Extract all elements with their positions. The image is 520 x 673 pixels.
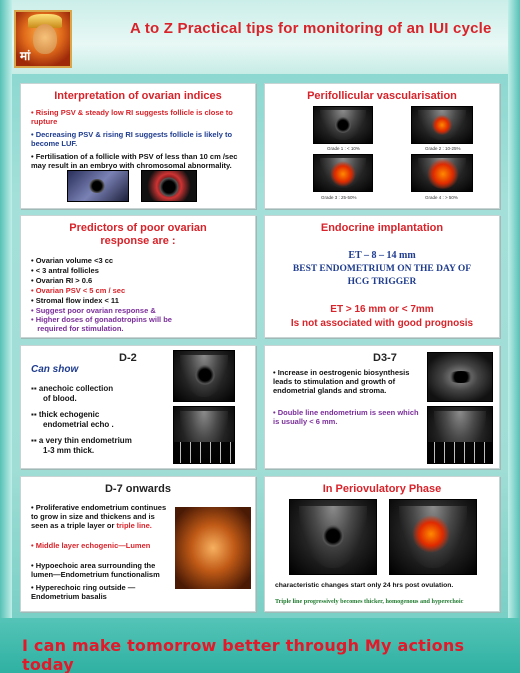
endocrine-card [264, 215, 500, 338]
endocrine-best-line-1: BEST ENDOMETRIUM ON THE DAY OF [292, 264, 472, 274]
poor-response-item-4: • Ovarian PSV < 5 cm / sec [31, 286, 126, 295]
periovulatory-card [264, 476, 500, 612]
header-band [0, 0, 520, 74]
grade-2-label: Grade 2 : 10-25% [425, 146, 461, 151]
poor-response-item-8: required for stimulation. [31, 324, 124, 333]
d7-point-1-text: • Proliferative endometrium continues to grow in size and thickens and is seen as a triple layer or [31, 503, 167, 530]
perifollicular-card [264, 83, 500, 209]
d37-title: D3-7 [373, 352, 397, 364]
poor-response-card [20, 215, 256, 338]
d37-card [264, 345, 500, 469]
poor-response-item-6: • Suggest poor ovarian response & [31, 306, 156, 315]
d37-ultrasound-image-2 [427, 406, 493, 464]
d37-point-1: • Increase in oestrogenic biosynthesis leads to stimulation and growth of endometrial glands and stroma. [273, 368, 410, 395]
d2-subtitle: Can show [31, 364, 79, 375]
d2-card [20, 345, 256, 469]
d2-ultrasound-image-2 [173, 406, 235, 464]
grade-1-ultrasound [313, 106, 373, 144]
ovarian-ultrasound-image-2 [141, 170, 197, 202]
d7-point-2: • Middle layer echogenic—Lumen [31, 541, 151, 550]
d2-item-2-line-2: endometrial echo . [43, 420, 114, 429]
endometrium-shape [446, 371, 476, 383]
endocrine-et-range: ET – 8 – 14 mm [348, 250, 416, 261]
endocrine-best-line-2: HCG TRIGGER [347, 277, 417, 287]
poor-response-item-5: • Stromal flow index < 11 [31, 296, 119, 305]
endocrine-title: Endocrine implantation [320, 222, 444, 234]
doppler-waveform [428, 442, 492, 463]
grade-4-label: Grade 4 : > 50% [425, 195, 458, 200]
d37-ultrasound-image-1 [427, 352, 493, 402]
follicle-shape [322, 524, 344, 548]
endocrine-et-bad-range: ET > 16 mm or < 7mm [330, 304, 434, 315]
doppler-waveform [174, 442, 234, 463]
doppler-signal [424, 159, 462, 189]
d2-title: D-2 [119, 352, 137, 364]
d2-item-2-line-1: ▪▪ thick echogenic [31, 410, 100, 419]
endocrine-prognosis: Is not associated with good prognosis [290, 318, 474, 329]
page-title: A to Z Practical tips for monitoring of an IUI cycle [130, 20, 492, 37]
grade-1-label: Grade 1 : < 10% [327, 146, 360, 151]
periovulatory-ultrasound-image-1 [289, 499, 377, 575]
grade-3-ultrasound [313, 154, 373, 192]
poor-response-item-3: • Ovarian RI > 0.6 [31, 276, 93, 285]
ovarian-indices-title: Interpretation of ovarian indices [54, 90, 222, 102]
grade-2-ultrasound [411, 106, 473, 144]
footer-motto: I can make tomorrow better through My actions today [22, 636, 465, 673]
d2-item-3-line-2: 1-3 mm thick. [43, 446, 95, 455]
d2-item-3-line-1: ▪▪ a very thin endometrium [31, 436, 132, 445]
ovarian-indices-point-2: • Decreasing PSV & rising RI suggests follicle is likely to become LUF. [31, 130, 233, 148]
right-edge-decoration [508, 0, 520, 673]
follicle-shape [158, 177, 180, 197]
d2-item-1-line-2: of blood. [43, 394, 77, 403]
d7-title: D-7 onwards [104, 483, 171, 495]
grade-4-ultrasound [411, 154, 473, 192]
left-edge-decoration [0, 0, 12, 673]
follicle-shape [88, 179, 106, 193]
doppler-signal [410, 514, 452, 554]
periovulatory-title: In Periovulatory Phase [322, 483, 442, 495]
perifollicular-title: Perifollicular vascularisation [307, 90, 457, 102]
d7-point-1-highlight: triple line. [116, 521, 152, 530]
follicle-shape [334, 117, 352, 133]
ovarian-ultrasound-image-1 [67, 170, 129, 202]
d7-3d-ultrasound-image [175, 507, 251, 589]
doppler-signal [430, 115, 454, 135]
periovulatory-caption-2: Triple line progressively becomes thicker, homogenous and hyperechoic [275, 598, 464, 605]
d37-point-2: • Double line endometrium is seen which is usually < 6 mm. [273, 408, 419, 426]
grade-3-label: Grade 3 : 25-50% [321, 195, 357, 200]
d7-point-4: • Hyperechoic ring outside —Endometrium basalis [31, 583, 136, 601]
poor-response-item-7: • Higher doses of gonadotropins will be [31, 315, 172, 324]
uterus-shape [194, 365, 216, 385]
poor-response-item-1: • Ovarian volume <3 cc [31, 256, 114, 265]
poor-response-item-2: • < 3 antral follicles [31, 266, 99, 275]
d2-ultrasound-image-1 [173, 350, 235, 402]
d7-point-3: • Hypoechoic area surrounding the lumen—Endometrium functionalism [31, 561, 160, 579]
doppler-signal [328, 161, 358, 187]
goddess-logo [14, 10, 72, 68]
poor-response-title-line-2: response are : [100, 235, 176, 247]
ovarian-indices-point-3: • Fertilisation of a follicle with PSV of less than 10 cm /sec may result in an embryo with chromosomal abnormality. [31, 152, 238, 170]
d7-point-1 [31, 503, 171, 530]
d2-item-1-line-1: ▪▪ anechoic collection [31, 384, 114, 393]
logo-text: मां [20, 49, 31, 63]
ovarian-indices-point-1: • Rising PSV & steady low RI suggests follicle is close to rupture [31, 108, 233, 126]
d7-card [20, 476, 256, 612]
ovarian-indices-card [20, 83, 256, 209]
periovulatory-caption-1: characteristic changes start only 24 hrs post ovulation. [275, 582, 454, 589]
periovulatory-ultrasound-image-2 [389, 499, 477, 575]
logo-face [33, 24, 57, 54]
poor-response-title-line-1: Predictors of poor ovarian [69, 222, 207, 234]
